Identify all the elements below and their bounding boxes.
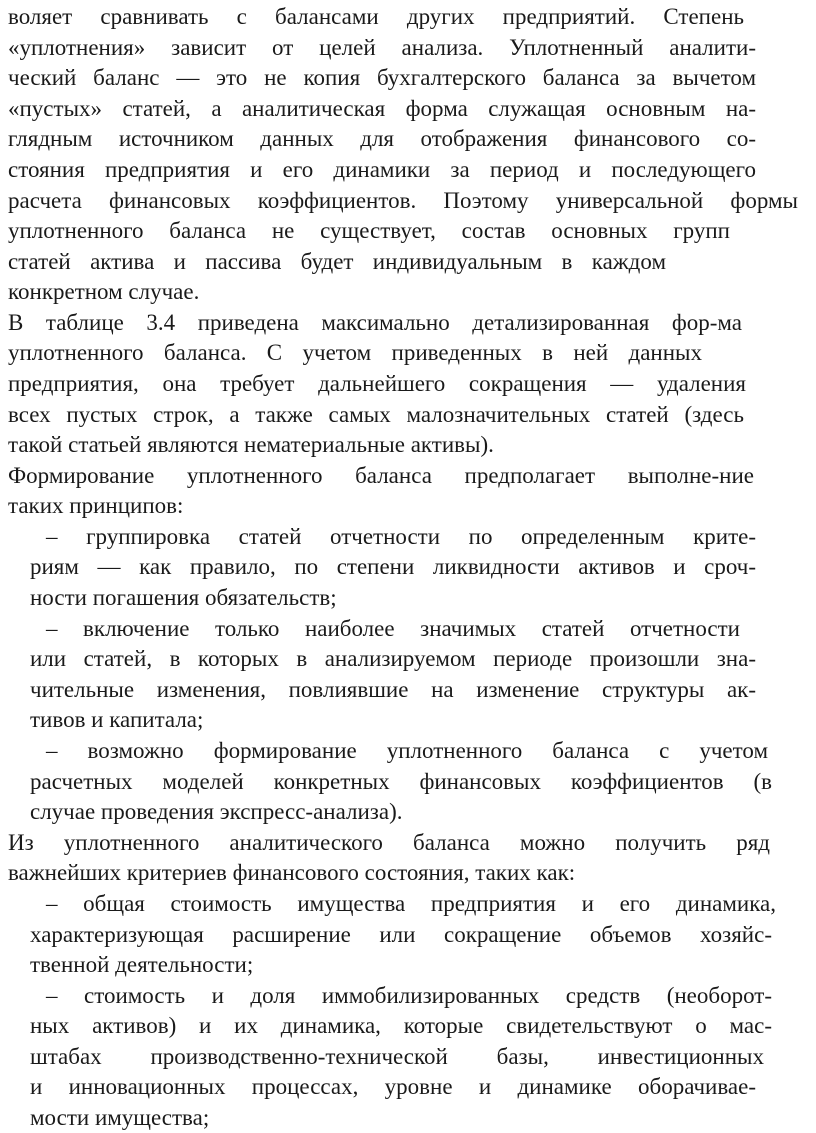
list-item-line: характеризующая расширение или сокращение объемов хозяйс- [30, 922, 772, 947]
text-line: воляет сравнивать с балансами других предприятий. Степень [8, 4, 744, 29]
list-item-line: ности погашения обязательств; [30, 585, 337, 610]
text-line: всех пустых строк, а также самых малозначительных статей (здесь [8, 402, 744, 427]
text-line: конкретном случае. [8, 279, 200, 304]
list-item-line: ных активов) и их динамика, которые свидетельствуют о мас- [30, 1013, 772, 1038]
text-line: стояния предприятия и его динамики за период и последующего [8, 157, 756, 182]
text-line: предприятия, она требует дальнейшего сокращения — удаления [8, 371, 746, 396]
list-item-line: чительные изменения, повлиявшие на изменение структуры ак- [30, 677, 756, 702]
text-line: «пустых» статей, а аналитическая форма служащая основным на- [8, 96, 756, 121]
list-item-line: расчетных моделей конкретных финансовых коэффициентов (в [30, 769, 772, 794]
list-item-line: – стоимость и доля иммобилизированных средств (необорот- [46, 983, 772, 1008]
text-line: статей актива и пассива будет индивидуальным в каждом [8, 249, 666, 274]
text-line: Формирование уплотненного баланса предполагает выполне-ние [8, 463, 754, 488]
list-item-line: – включение только наиболее значимых статей отчетности [46, 616, 740, 641]
list-item-line: или статей, в которых в анализируемом периоде произошли зна- [30, 646, 756, 671]
list-item-line: тивов и капитала; [30, 707, 204, 732]
text-line: таких принципов: [8, 493, 184, 518]
list-item-line: случае проведения экспресс-анализа). [30, 799, 403, 824]
text-line: ческий баланс — это не копия бухгалтерского баланса за вычетом [8, 65, 756, 90]
text-line: уплотненного баланса не существует, состав основных групп [8, 218, 730, 243]
text-line: уплотненного баланса. С учетом приведенных в ней данных [8, 340, 702, 365]
text-line: расчета финансовых коэффициентов. Поэтому универсальной формы [8, 188, 798, 213]
text-line: глядным источником данных для отображения финансового со- [8, 126, 756, 151]
text-line: такой статьей являются нематериальные активы). [8, 432, 494, 457]
text-line: важнейших критериев финансового состояния, таких как: [8, 860, 576, 885]
text-line: «уплотнения» зависит от целей анализа. Уплотненный аналити- [8, 35, 756, 60]
list-item-line: твенной деятельности; [30, 952, 254, 977]
list-item-line: риям — как правило, по степени ликвидности активов и сроч- [30, 554, 756, 579]
list-item-line: и инновационных процессах, уровне и динамике оборачивае- [30, 1074, 756, 1099]
list-item-line: – возможно формирование уплотненного баланса с учетом [46, 738, 768, 763]
text-line: В таблице 3.4 приведена максимально детализированная фор-ма [8, 310, 742, 335]
list-item-line: – группировка статей отчетности по определенным крите- [46, 524, 756, 549]
text-line: Из уплотненного аналитического баланса можно получить ряд [8, 830, 770, 855]
list-item-line: мости имущества; [30, 1105, 210, 1130]
list-item-line: – общая стоимость имущества предприятия и его динамика, [46, 891, 776, 916]
list-item-line: штабах производственно-технической базы, инвестиционных [30, 1044, 764, 1069]
